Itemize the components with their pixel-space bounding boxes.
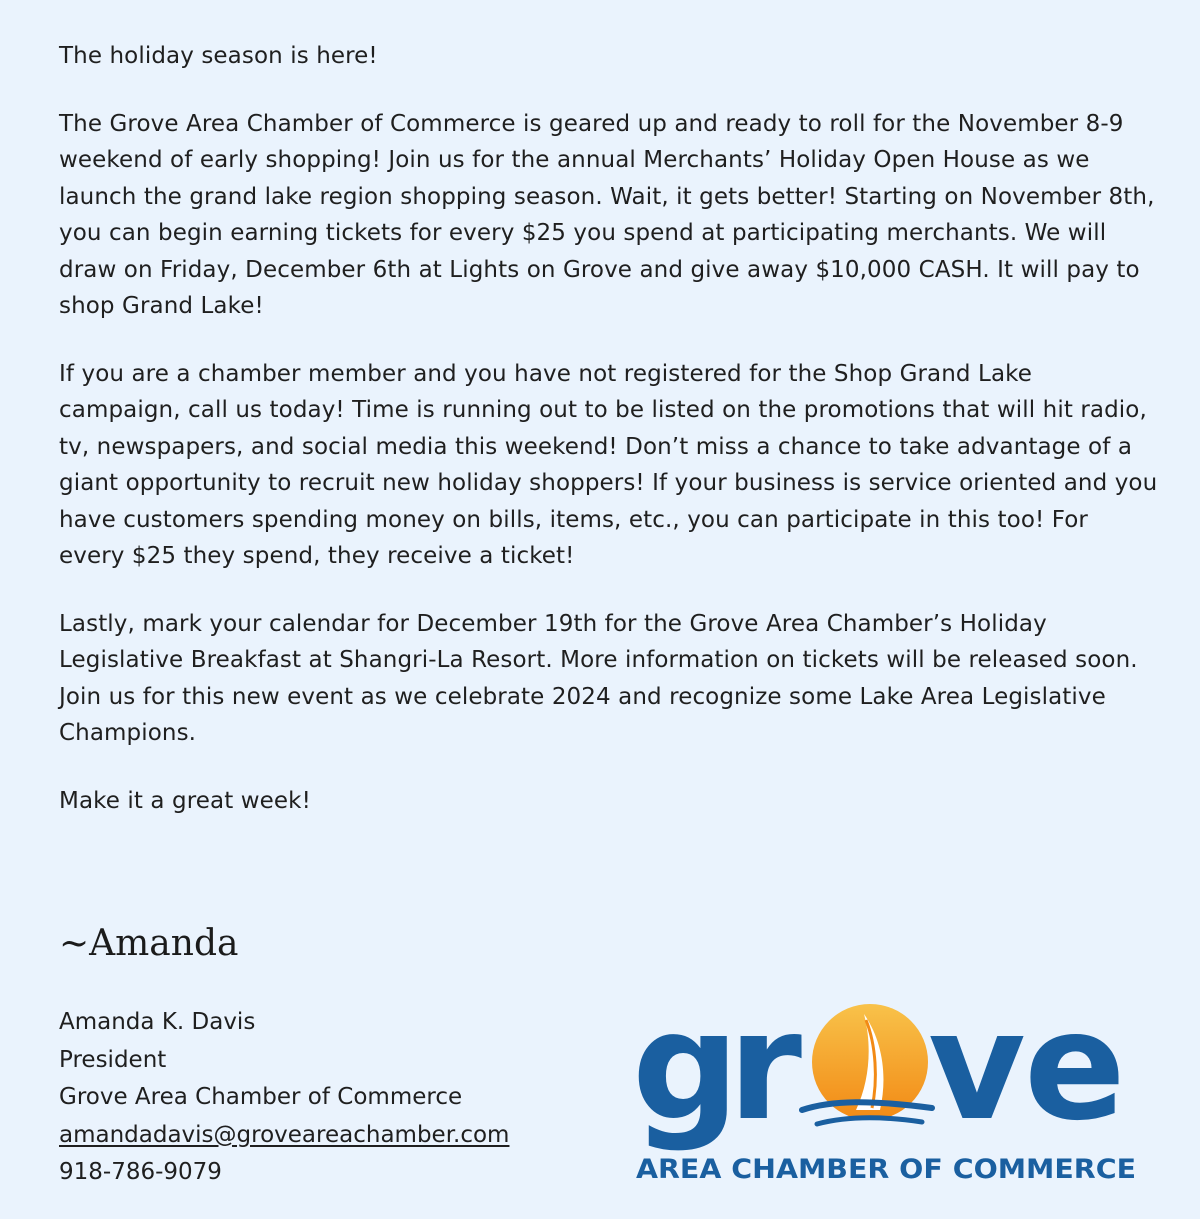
signoff: ~Amanda [59, 923, 239, 964]
grove-chamber-logo [632, 1000, 1140, 1190]
contact-organization: Grove Area Chamber of Commerce [59, 1084, 463, 1110]
paragraph-registration: If you are a chamber member and you have not registered for the Shop Grand Lake campaign, call us today! Time is running out to be listed on the promotions that will hit radio, tv, newspapers, and social media this weekend! Don’t miss a chance to take advantage of a giant opportunity to recruit new holiday shoppers! If your business is service oriented and you have customers spending money on bills, items, etc., you can participate in this too! For every $25 they spend, they receive a ticket! [59, 360, 1158, 569]
logo-tagline: AREA CHAMBER OF COMMERCE [636, 1154, 1136, 1185]
contact-block [59, 1004, 509, 1192]
contact-email-link[interactable]: amandadavis@groveareachamber.com [59, 1121, 510, 1148]
logo-letter-v: v [928, 1000, 1026, 1154]
closing-line: Make it a great week! [59, 787, 311, 814]
logo-letter-e: e [1024, 1000, 1126, 1154]
letter-body [59, 38, 1159, 850]
contact-title: President [59, 1046, 167, 1073]
paragraph-legislative-breakfast: Lastly, mark your calendar for December 19th for the Grove Area Chamber’s Holiday Legislative Breakfast at Shangri-La Resort. More information on tickets will be released soon. Join us for this new event as we celebrate 2024 and recognize some Lake Area Legislative Champions. [59, 610, 1138, 746]
logo-letter-g: g [632, 1000, 740, 1154]
logo-letter-r: r [728, 1000, 802, 1154]
contact-name: Amanda K. Davis [59, 1009, 256, 1035]
greeting: The holiday season is here! [59, 43, 378, 69]
contact-phone: 918-786-9079 [59, 1159, 222, 1185]
paragraph-shop-grand-lake: The Grove Area Chamber of Commerce is geared up and ready to roll for the November 8-9 weekend of early shopping! Join us for the annual Merchants’ Holiday Open House as we launch the grand lake region shopping season. Wait, it gets better! Starting on November 8th, you can begin earning tickets for every $25 you spend at participating merchants. We will draw on Friday, December 6th at Lights on Grove and give away $10,000 CASH. It will pay to shop Grand Lake! [59, 110, 1155, 319]
